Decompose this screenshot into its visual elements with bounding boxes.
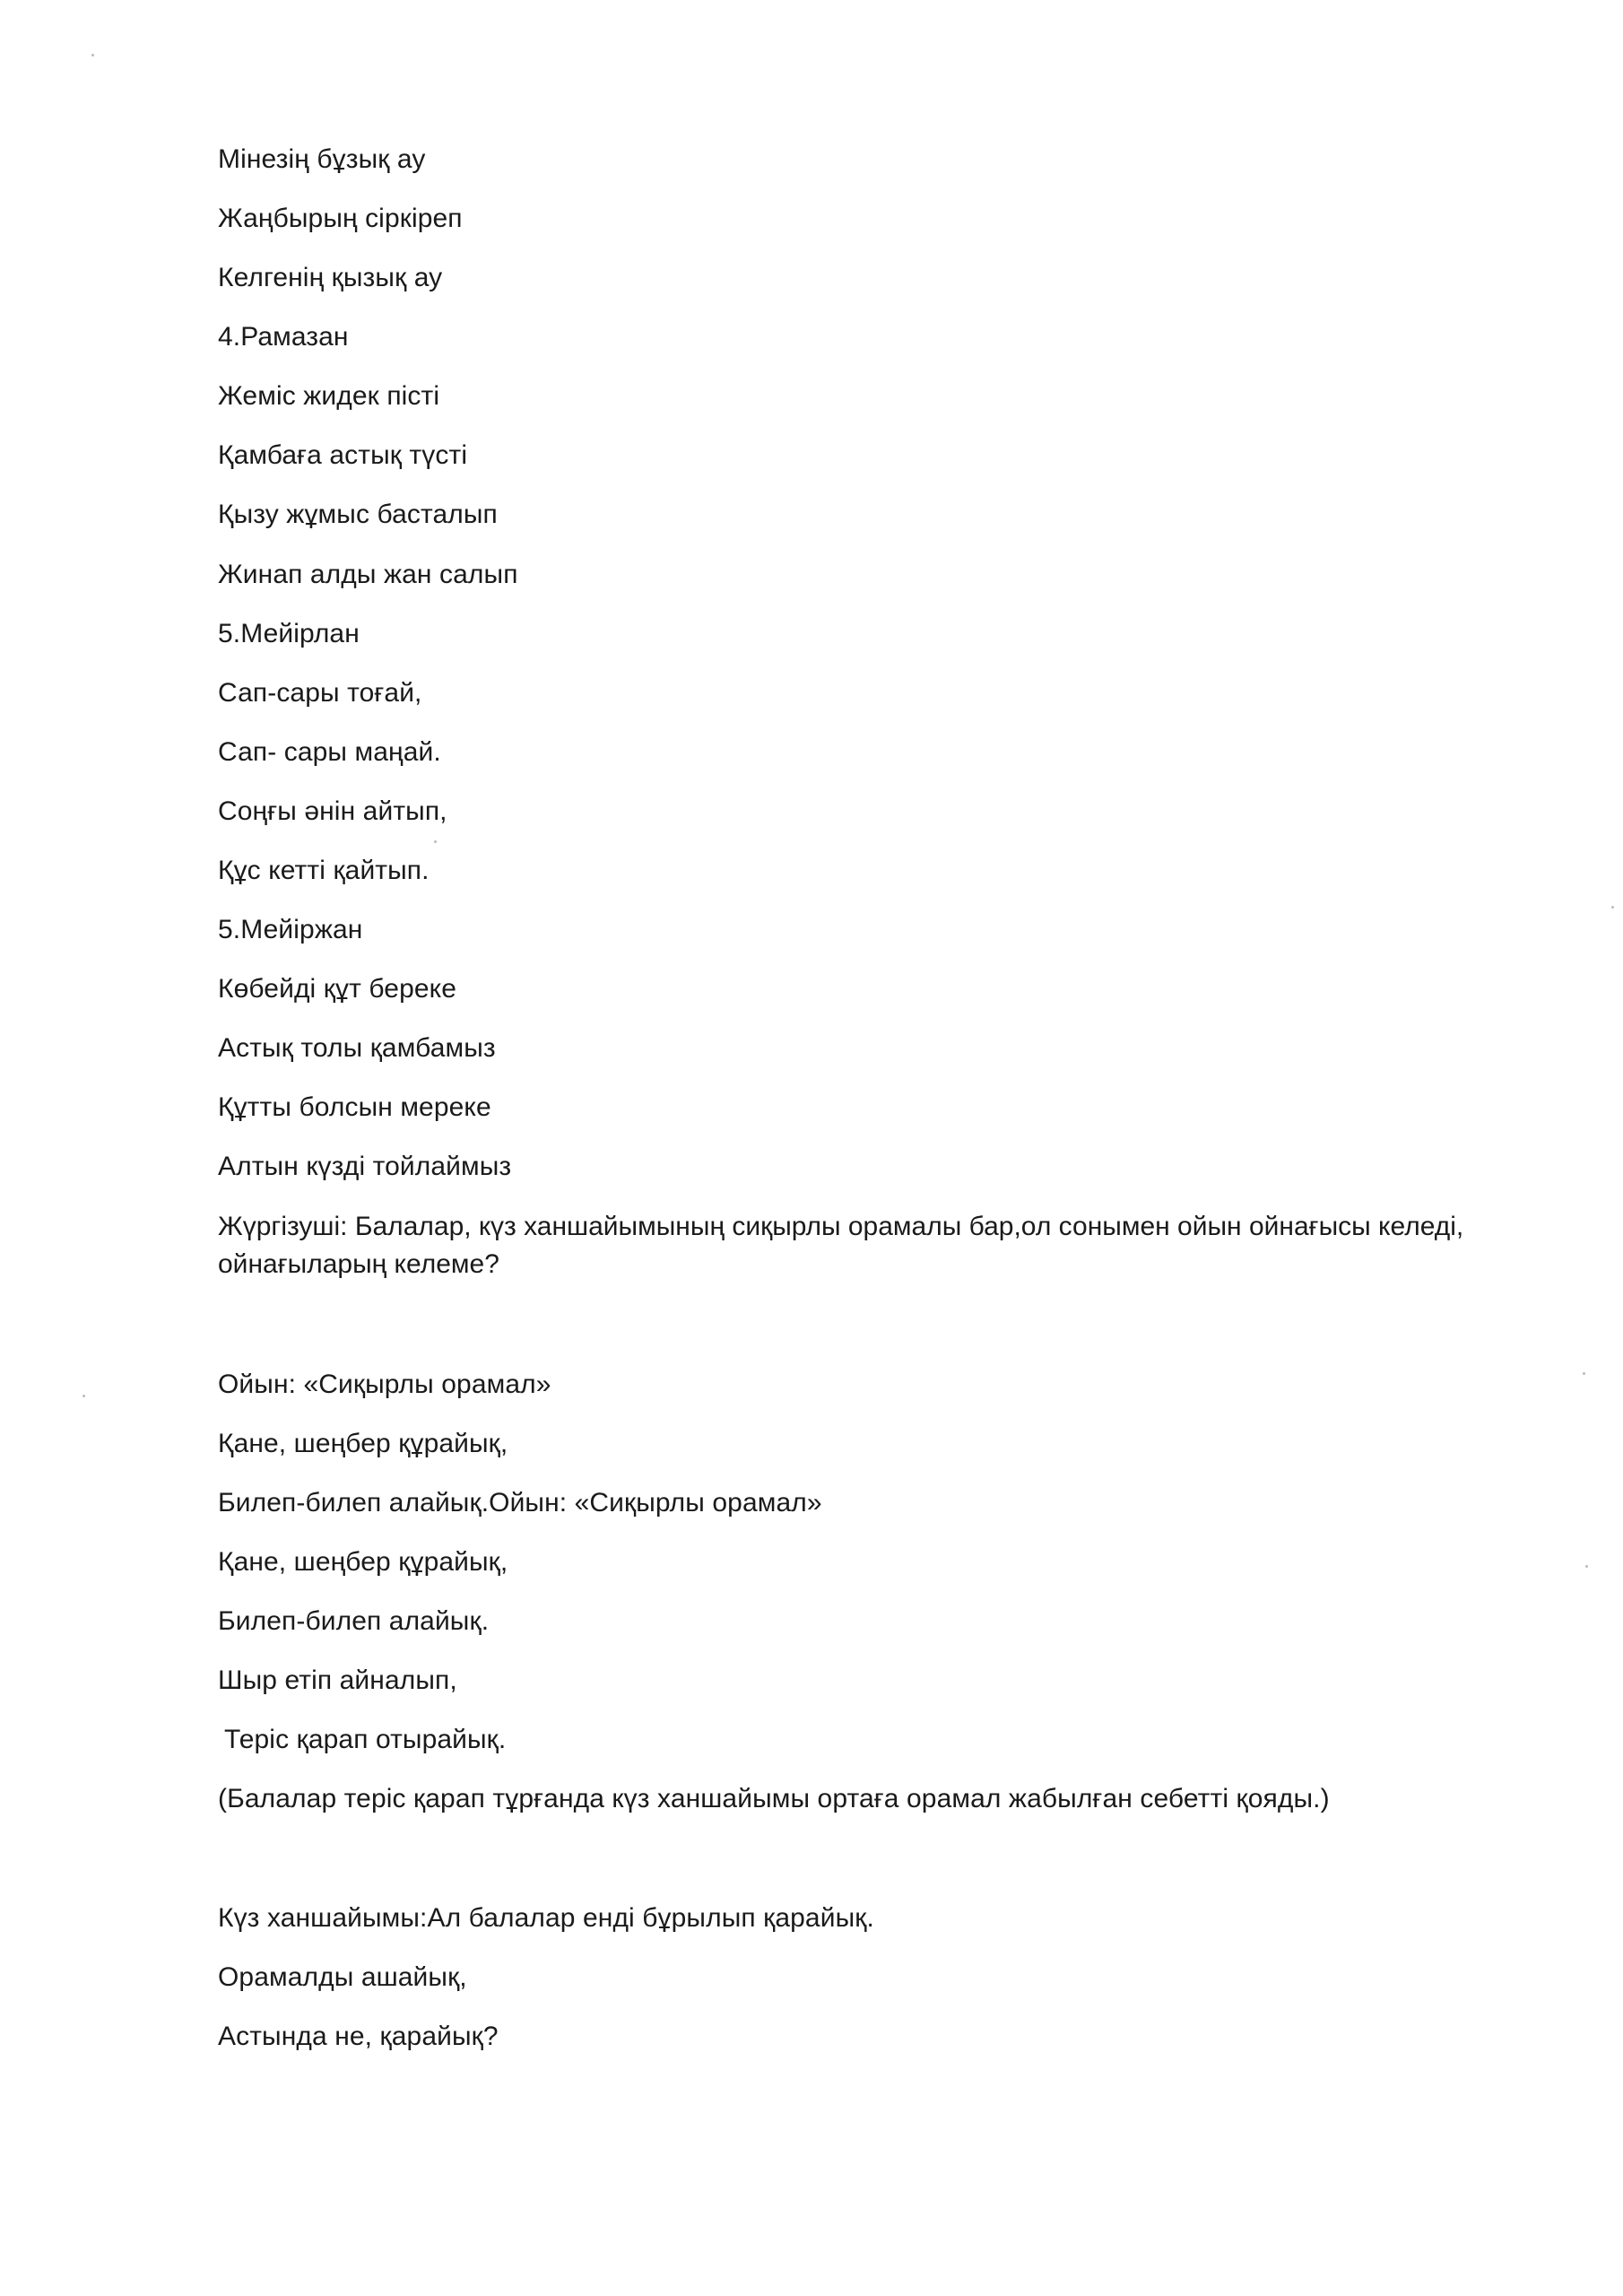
text-line: Орамалды ашайық,: [218, 1962, 467, 1992]
text-line: Келгенің қызық ау: [218, 263, 443, 292]
text-line: 5.Мейірлан: [218, 619, 360, 648]
scan-speck: [434, 840, 437, 843]
scan-speck: [1583, 1372, 1585, 1375]
text-line: Көбейді құт береке: [218, 974, 456, 1004]
text-line: Ойын: «Сиқырлы орамал»: [218, 1370, 551, 1399]
text-line: Астық толы қамбамыз: [218, 1033, 496, 1063]
text-line: Билеп-билеп алайық.: [218, 1606, 490, 1636]
text-line: Құтты болсын мереке: [218, 1092, 491, 1122]
text-line: Теріс қарап отырайық.: [224, 1725, 507, 1754]
scan-speck: [91, 54, 94, 57]
text-line: Жеміс жидек пісті: [218, 381, 440, 411]
text-line: Жинап алды жан салып: [218, 560, 518, 589]
text-line: Мінезің бұзық ау: [218, 144, 426, 174]
text-line: Астында не, қарайық?: [218, 2022, 499, 2051]
text-line: Қызу жұмыс басталып: [218, 500, 498, 529]
scan-speck: [82, 1395, 85, 1397]
text-line: Билеп-билеп алайық.Ойын: «Сиқырлы орамал»: [218, 1488, 822, 1518]
text-line: Сап-сары тоғай,: [218, 678, 422, 708]
text-line: Күз ханшайымы:Ал балалар енді бұрылып қарайық.: [218, 1903, 874, 1933]
text-line: Жаңбырың сіркіреп: [218, 204, 463, 233]
text-paragraph: Жүргізуші: Балалар, күз ханшайымының сиқырлы орамалы бар,ол сонымен ойын ойнағысы келеді, ойнағыларың келеме?: [218, 1212, 1464, 1279]
text-line: Алтын күзді тойлаймыз: [218, 1152, 512, 1181]
text-line: Қане, шеңбер құрайық,: [218, 1547, 508, 1577]
text-line: Қане, шеңбер құрайық,: [218, 1429, 508, 1458]
scan-speck: [1611, 906, 1614, 909]
text-line: 5.Мейіржан: [218, 915, 363, 944]
text-line: 4.Рамазан: [218, 322, 349, 352]
text-line: (Балалар теріс қарап тұрғанда күз ханшайымы ортаға орамал жабылған себетті қояды.): [218, 1784, 1330, 1813]
scan-speck: [1585, 1565, 1588, 1568]
text-line: Соңғы әнін айтып,: [218, 796, 447, 826]
text-line: Сап- сары маңай.: [218, 737, 441, 767]
text-line: Шыр етіп айналып,: [218, 1665, 457, 1695]
text-line: Қамбаға астық түсті: [218, 440, 468, 470]
text-line: Құс кетті қайтып.: [218, 856, 430, 885]
